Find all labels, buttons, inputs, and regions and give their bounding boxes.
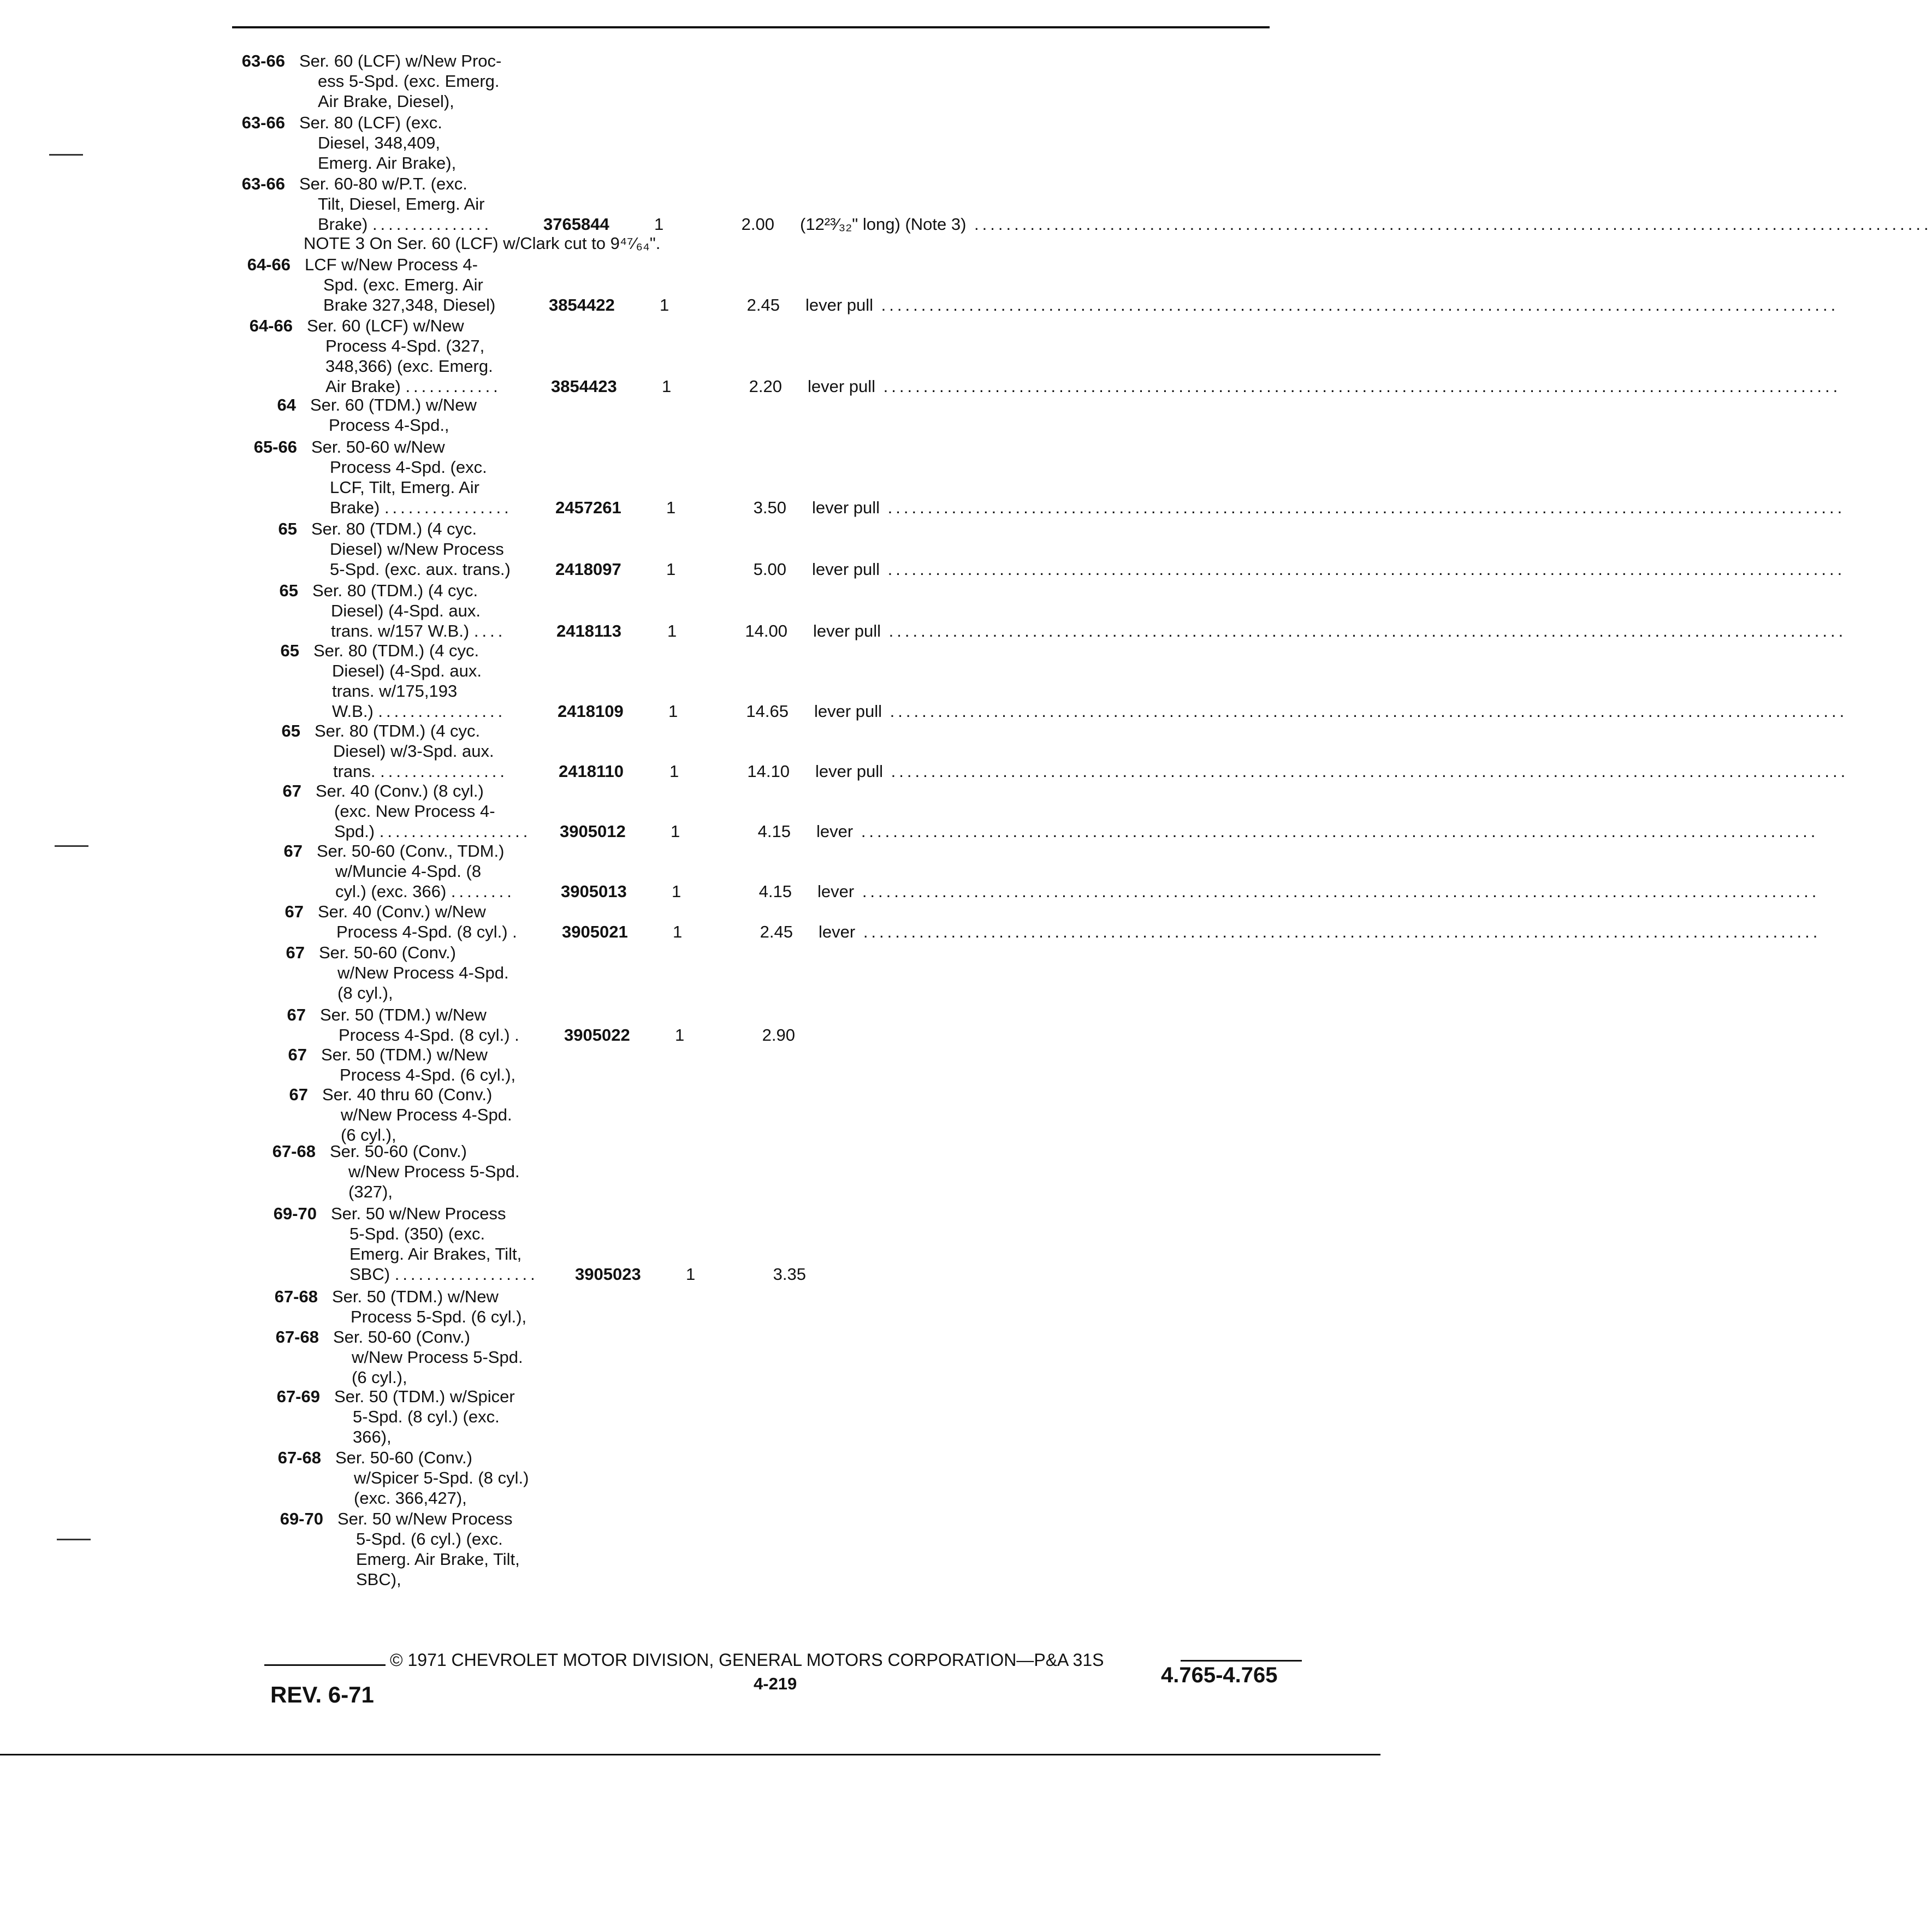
dot-leader: ........................................................................................................................ [880,498,1846,517]
quantity: 1 [666,498,676,517]
model-years: 65 [278,519,297,538]
description-line: Ser. 50-60 (Conv.) [333,1327,470,1346]
application-description [311,437,546,518]
description-line: Process 4-Spd. (6 cyl.), [340,1065,516,1084]
dot-leader: ................ [378,702,506,721]
dot-leader: .................. [394,1265,538,1284]
part-number: 3854422 [549,295,615,315]
description-line: Spd. (exc. Emerg. Air [323,275,483,294]
part-number: 3905013 [561,882,627,901]
model-years: 67 [288,1045,307,1064]
description-line: Ser. 50 (TDM.) w/New [332,1287,499,1306]
description-line: Ser. 50 (TDM.) w/New [321,1045,488,1064]
dot-leader: ........................................................................................................................ [855,922,1821,941]
model-years: 67 [282,781,301,800]
description-line: Ser. 80 (TDM.) (4 cyc. [315,721,481,740]
description-line: Emerg. Air Brakes, Tilt, [349,1244,522,1263]
description-line: 5-Spd. (6 cyl.) (exc. [356,1529,503,1549]
description-line: Brake) ................ [330,498,512,517]
price: 2.20 [749,377,782,396]
item-note: lever pull ........................................................................................................................ [805,295,1839,315]
description-line: Ser. 40 (Conv.) (8 cyl.) [316,781,484,800]
dot-leader: . [514,1025,523,1045]
description-line: Ser. 50 w/New Process [331,1204,506,1223]
description-line: Ser. 60 (TDM.) w/New [310,395,477,414]
description-line: 5-Spd. (350) (exc. [349,1224,485,1243]
dot-leader: ........................................................................................................................ [853,822,1819,841]
model-years: 67-68 [272,1142,316,1161]
description-line: Diesel) (4-Spd. aux. [331,601,481,620]
description-line: (327), [348,1182,393,1201]
quantity: 1 [660,295,669,315]
description-line: Process 4-Spd. (8 cyl.) . [336,922,520,941]
model-years: 64-66 [249,316,293,335]
description-line: Ser. 50-60 (Conv.) [335,1448,472,1467]
footer-rule-left [264,1664,386,1666]
part-number: 3905012 [560,822,626,841]
footer-rule-right [1181,1660,1302,1662]
description-line: Ser. 80 (TDM.) (4 cyc. [311,519,477,538]
application-description [299,112,534,173]
application-description [320,1005,555,1045]
description-line: w/New Process 5-Spd. [348,1162,520,1181]
description-line: Emerg. Air Brake, Tilt, [356,1550,520,1569]
price: 2.45 [760,922,793,941]
quantity: 1 [675,1025,685,1045]
description-line: Diesel, 348,409, [318,133,441,152]
description-line: Ser. 40 (Conv.) w/New [318,902,486,921]
description-line: Brake 327,348, Diesel) [323,295,496,315]
dot-leader: . [512,922,520,941]
item-note: lever ........................................................................................................................ [819,922,1821,941]
quantity: 1 [666,560,676,579]
description-line: Air Brake, Diesel), [318,92,454,111]
dot-leader: .... [473,621,506,640]
description-line: SBC) .................. [349,1265,538,1284]
note-3: NOTE 3 On Ser. 60 (LCF) w/Clark cut to 9⁴⁷⁄₆₄". [304,234,661,253]
price: 14.00 [745,621,787,640]
dot-leader: ........................................................................................................................ [873,295,1839,315]
model-years: 67 [287,1005,306,1024]
description-line: w/Muncie 4-Spd. (8 [335,862,482,881]
dot-leader: ............ [405,377,501,396]
description-line: Spd.) ................... [334,822,531,841]
part-number: 3905021 [562,922,628,941]
application-description [321,1045,556,1085]
description-line: Diesel) w/3-Spd. aux. [333,741,494,761]
description-line: 5-Spd. (exc. aux. trans.) [330,560,511,579]
application-description [337,1509,572,1589]
price: 3.50 [753,498,786,517]
model-years: 63-66 [241,174,285,193]
description-line: w/Spicer 5-Spd. (8 cyl.) [354,1468,529,1487]
dot-leader: ................... [379,822,531,841]
application-description [315,721,549,781]
description-line: Process 5-Spd. (6 cyl.), [351,1307,527,1326]
dot-leader: ........................................................................................................................ [854,882,1820,901]
application-description [332,1286,567,1327]
item-note: lever pull ........................................................................................................................ [812,498,1846,517]
model-years: 65 [281,721,300,740]
model-years: 63-66 [241,51,285,70]
item-note: lever ........................................................................................................................ [817,882,1820,901]
price: 5.00 [753,560,786,579]
description-line: (6 cyl.), [352,1368,407,1387]
description-line: Tilt, Diesel, Emerg. Air [318,194,485,213]
price: 4.15 [757,822,791,841]
application-description [331,1203,566,1284]
description-line: LCF, Tilt, Emerg. Air [330,478,479,497]
price: 14.10 [747,762,790,781]
application-description [330,1141,565,1202]
description-line: ess 5-Spd. (exc. Emerg. [318,72,500,91]
item-note: lever pull ........................................................................................................................ [815,762,1849,781]
model-years: 64-66 [247,255,291,274]
description-line: Ser. 80 (TDM.) (4 cyc. [312,581,478,600]
description-line: Ser. 50-60 (Conv.) [330,1142,467,1161]
application-description [312,580,547,641]
description-line: Emerg. Air Brake), [318,153,457,173]
dot-leader: ............... [372,215,493,234]
description-line: w/New Process 4-Spd. [341,1105,512,1124]
description-line: Ser. 40 thru 60 (Conv.) [322,1085,493,1104]
dot-leader: ................ [380,762,508,781]
model-years: 65 [280,641,299,660]
application-description [299,174,534,234]
application-description [313,640,548,721]
model-years: 63-66 [241,113,285,132]
part-number: 3905023 [575,1265,641,1284]
part-number: 2418113 [556,621,621,640]
dot-leader: ........................................................................................................................ [880,560,1846,579]
price: 2.90 [762,1025,795,1045]
description-line: Air Brake) ............ [325,377,501,396]
description-line: Ser. 60-80 w/P.T. (exc. [299,174,467,193]
item-note: lever ........................................................................................................................ [816,822,1819,841]
description-line: Ser. 60 (LCF) w/New Proc- [299,51,502,70]
item-note: (12²³⁄₃₂" long) (Note 3) ........................................................................................................................ [800,215,1932,234]
description-line: Brake) ............... [318,215,493,234]
page-number: 4-219 [754,1674,797,1693]
quantity: 1 [673,922,683,941]
price: 3.35 [773,1265,806,1284]
description-line: (6 cyl.), [341,1125,396,1144]
description-line: Ser. 80 (TDM.) (4 cyc. [313,641,479,660]
model-years: 67 [286,943,305,962]
description-line: 348,366) (exc. Emerg. [325,357,493,376]
dot-leader: ........................................................................................................................ [882,702,1848,721]
part-number: 3854423 [551,377,617,396]
application-description [316,781,550,841]
application-description [335,1448,570,1508]
quantity: 1 [662,377,672,396]
quantity: 1 [671,822,680,841]
bottom-rule [0,1754,1380,1755]
model-years: 69-70 [273,1204,317,1223]
item-note: lever pull ........................................................................................................................ [812,560,1846,579]
model-years: 64 [277,395,296,414]
description-line: trans. w/175,193 [332,681,458,701]
model-years: 65-66 [253,437,297,456]
model-years: 69-70 [280,1509,323,1528]
description-line: Ser. 50-60 w/New [311,437,445,456]
description-line: Diesel) (4-Spd. aux. [332,661,482,680]
dot-leader: ................ [384,498,512,517]
application-description [322,1084,557,1145]
model-years: 65 [279,581,298,600]
part-number: 2457261 [555,498,621,517]
description-line: cyl.) (exc. 366) ........ [335,882,515,901]
description-line: Ser. 50 (TDM.) w/New [320,1005,487,1024]
dot-leader: ........ [451,882,515,901]
application-description [299,51,534,111]
application-description [310,395,545,435]
quantity: 1 [672,882,681,901]
description-line: Process 4-Spd. (327, [325,336,485,355]
part-number: 3905022 [564,1025,630,1045]
model-years: 67 [285,902,304,921]
copyright-line: © 1971 CHEVROLET MOTOR DIVISION, GENERAL MOTORS CORPORATION—P&A 31S [390,1650,1104,1670]
model-years: 67 [283,841,303,861]
description-line: Ser. 50 (TDM.) w/Spicer [334,1387,515,1406]
description-line: (exc. 366,427), [354,1488,467,1508]
application-description [305,254,540,315]
model-years: 67-68 [277,1448,321,1467]
price: 2.00 [741,215,774,234]
description-line: Ser. 60 (LCF) w/New [307,316,464,335]
quantity: 1 [686,1265,696,1284]
section-number: 4.765-4.765 [1161,1663,1278,1687]
part-number: 2418109 [558,702,624,721]
application-description [317,841,552,901]
description-line: Ser. 50-60 (Conv.) [319,943,456,962]
model-years: 67-69 [276,1387,320,1406]
dot-leader: ........................................................................................................................ [881,621,1847,640]
item-note: lever pull ........................................................................................................................ [814,702,1848,721]
item-note: lever pull ........................................................................................................................ [808,377,1841,396]
description-line: Ser. 50 w/New Process [337,1509,513,1528]
description-line: W.B.) ................ [332,702,506,721]
quantity: 1 [669,762,679,781]
description-line: trans. ................ [333,762,508,781]
application-description [318,901,553,942]
application-description [311,519,546,579]
description-line: (8 cyl.), [337,983,393,1002]
model-years: 67-68 [275,1327,319,1346]
description-line: Ser. 80 (LCF) (exc. [299,113,442,132]
model-years: 67-68 [274,1287,318,1306]
model-years: 67 [289,1085,308,1104]
description-line: trans. w/157 W.B.) .... [331,621,506,640]
description-line: SBC), [356,1570,401,1589]
dot-leader: ........................................................................................................................ [883,762,1849,781]
description-line: Process 4-Spd., [329,416,449,435]
quantity: 1 [667,621,677,640]
description-line: LCF w/New Process 4- [305,255,478,274]
description-line: Diesel) w/New Process [330,539,504,559]
quantity: 1 [654,215,664,234]
description-line: w/New Process 4-Spd. [337,963,509,982]
revision-label: REV. 6-71 [270,1682,374,1707]
dot-leader: ........................................................................................................................ [966,215,1932,234]
part-number: 3765844 [543,215,609,234]
price: 4.15 [758,882,792,901]
price: 2.45 [746,295,780,315]
description-line: Ser. 50-60 (Conv., TDM.) [317,841,505,861]
dot-leader: ........................................................................................................................ [875,377,1841,396]
application-description [319,942,554,1003]
part-number: 2418097 [555,560,621,579]
item-note: lever pull ........................................................................................................................ [813,621,1847,640]
application-description [334,1386,569,1447]
description-line: w/New Process 5-Spd. [352,1348,523,1367]
description-line: Process 4-Spd. (8 cyl.) . [339,1025,523,1045]
application-description [307,316,542,396]
description-line: 366), [353,1427,392,1446]
quantity: 1 [668,702,678,721]
description-line: Process 4-Spd. (exc. [330,458,487,477]
description-line: (exc. New Process 4- [334,802,495,821]
part-number: 2418110 [559,762,624,781]
description-line: 5-Spd. (8 cyl.) (exc. [353,1407,500,1426]
application-description [333,1327,568,1387]
price: 14.65 [746,702,789,721]
